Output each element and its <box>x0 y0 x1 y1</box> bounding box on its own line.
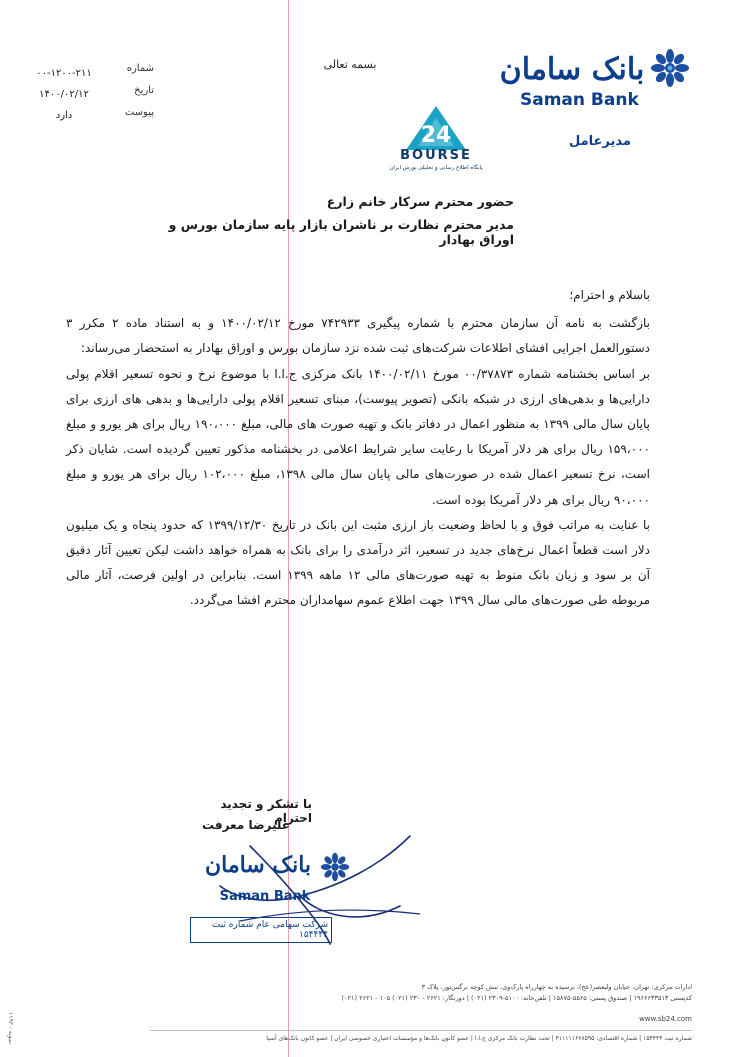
greeting: باسلام و احترام؛ <box>569 288 650 302</box>
body-paragraph-1: بازگشت به نامه آن سازمان محترم با شماره پیگیری ۷۴۲۹۳۳ مورخ ۱۴۰۰/۰۲/۱۲ و به استناد ماده ۲ مکرر ۳ دستورالعمل اجرایی افشای اطلاعات شرکت‌های ثبت شده نزد سازمان بورس و اوراق بهادار به استحضار می‌رساند: <box>66 316 650 356</box>
letter-body <box>66 283 650 614</box>
side-form-code: ۱۱۹۳ - نمونه <box>7 1012 14 1044</box>
body-paragraph-3: با عنایت به مراتب فوق و با لحاظ وضعیت باز ارزی مثبت این بانک در تاریخ ۱۳۹۹/۱۲/۳۰ که حدود پنجاه و یک میلیون دلار است قطعاً اعمال نرخ‌های جدید در تسعیر، اثر درآمدی را برای بانک به همراه خواهد داشت لیکن تعیین آثار دقیق آن بر سود و زیان بانک منوط به تهیه صورت‌های مالی ۱۲ ماهه ۱۳۹۹ است. بنابراین در اولین فرصت، آثار مالی مربوطه طی صورت‌های مالی سال ۱۳۹۹ جهت اطلاع عموم سهامداران محترم افشا می‌گردد. <box>66 517 651 608</box>
letter-attachment: دارد <box>55 110 73 121</box>
bourse-logo-word: BOURSE <box>400 148 472 163</box>
footer-website: www.sb24.com <box>639 1015 692 1023</box>
bank-name-fa: بانک سامان <box>499 52 645 87</box>
header-field-values <box>28 63 100 126</box>
stamp-bank-name-fa: بانک سامان <box>204 852 312 878</box>
svg-text:24: 24 <box>420 123 452 148</box>
bourse-logo-tagline: پایگاه اطلاع رسانی و تحلیلی بورس ایران <box>389 165 483 171</box>
footer-contacts: کدپستی ۱۹۶۶۶۳۳۵۱۳ | صندوق پستی: ۵۵۶۵-۱۵۸۷۵ | تلفن‌خانه: ۵۱۰۰-۲۳۰۹ (۰۲۱) | دورنگار: ۲۶۲۱ - ۲۳۰ (۰۲۱) ۱۰۵ - ۲۶۲۱ (۰۲۱) <box>341 994 692 1002</box>
footer-registration-bar: شماره ثبت ۱۵۴۴۴۴ | شماره اقتصادی: ۴۱۱۱۱۱۶۶۸۵۹۵ | تحت نظارت بانک مرکزی ج.ا.ا | عضو کانون بانک‌ها و مؤسسات اعتباری خصوصی ایران | عضو کانون بانک‌های آسیا <box>150 1030 692 1042</box>
body-paragraph-2: بر اساس بخشنامه شماره ۰۰/۳۷۸۷۳ مورخ ۱۴۰۰/۰۲/۱۱ بانک مرکزی ج.ا.ا با موضوع نرخ و نحوه تسعیر اقلام پولی دارایی‌ها و بدهی‌های ارزی در شبکه بانکی (تصویر پیوست)، مبنای تسعیر اقلام پولی دارایی‌ها و بدهی های ارزی برای پایان سال مالی ۱۳۹۹ به منظور اعمال در دفاتر بانک و تهیه صورت های مالی، مبلغ ۱۹۰،۰۰۰ ریال برای هر یورو و مبلغ ۱۵۹،۰۰۰ ریال برای هر دلار آمریکا با رعایت سایر شرایط اعلامی در بخشنامه مذکور تعیین گردیده است. شایان ذکر است، نرخ تسعیر اعمال شده در صورت‌های مالی پایان سال مالی ۱۳۹۸، مبلغ ۱۰۲،۰۰۰ ریال برای هر یورو و مبلغ ۹۰،۰۰۰ ریال برای هر دلار آمریکا بوده است. <box>66 366 651 507</box>
signer-name: علیرضا معرفت <box>202 818 290 832</box>
stamp-bank-name-en: Saman Bank <box>219 889 311 904</box>
addressee-line-2: مدیر محترم نظارت بر ناشران بازار پایه سازمان بورس و اوراق بهادار <box>168 217 514 247</box>
stamp-registration: شرکت سهامی عام شماره ثبت ۱۵۴۴۴۴ <box>190 917 332 943</box>
header-field-labels <box>112 58 154 124</box>
letter-date: ۱۴۰۰/۰۲/۱۲ <box>39 89 89 100</box>
letter-number: ۰۰-۱۲۰۰-۲۱۱ <box>36 68 92 79</box>
footer-address-block <box>150 982 692 1004</box>
sender-role: مدیرعامل <box>569 134 631 149</box>
label-number: شماره <box>126 63 154 74</box>
closing-phrase: با تشکر و تجدید احترام <box>220 797 312 825</box>
label-date: تاریخ <box>134 85 154 96</box>
bourse-logo-icon <box>404 104 468 152</box>
addressee-line-1: حضور محترم سرکار خانم زارع <box>326 194 514 209</box>
basmala: بسمه تعالی <box>323 58 377 71</box>
saman-flower-logo-icon <box>650 48 690 88</box>
bank-name-en: Saman Bank <box>520 90 639 110</box>
label-attachment: پیوست <box>124 107 154 118</box>
footer-address: ادارات مرکزی: تهران، خیابان ولیعصر(عج)، نرسیده به چهارراه پارک‌وی، نبش کوچه نرگس‌تور، پلاک ۳ <box>421 983 692 991</box>
